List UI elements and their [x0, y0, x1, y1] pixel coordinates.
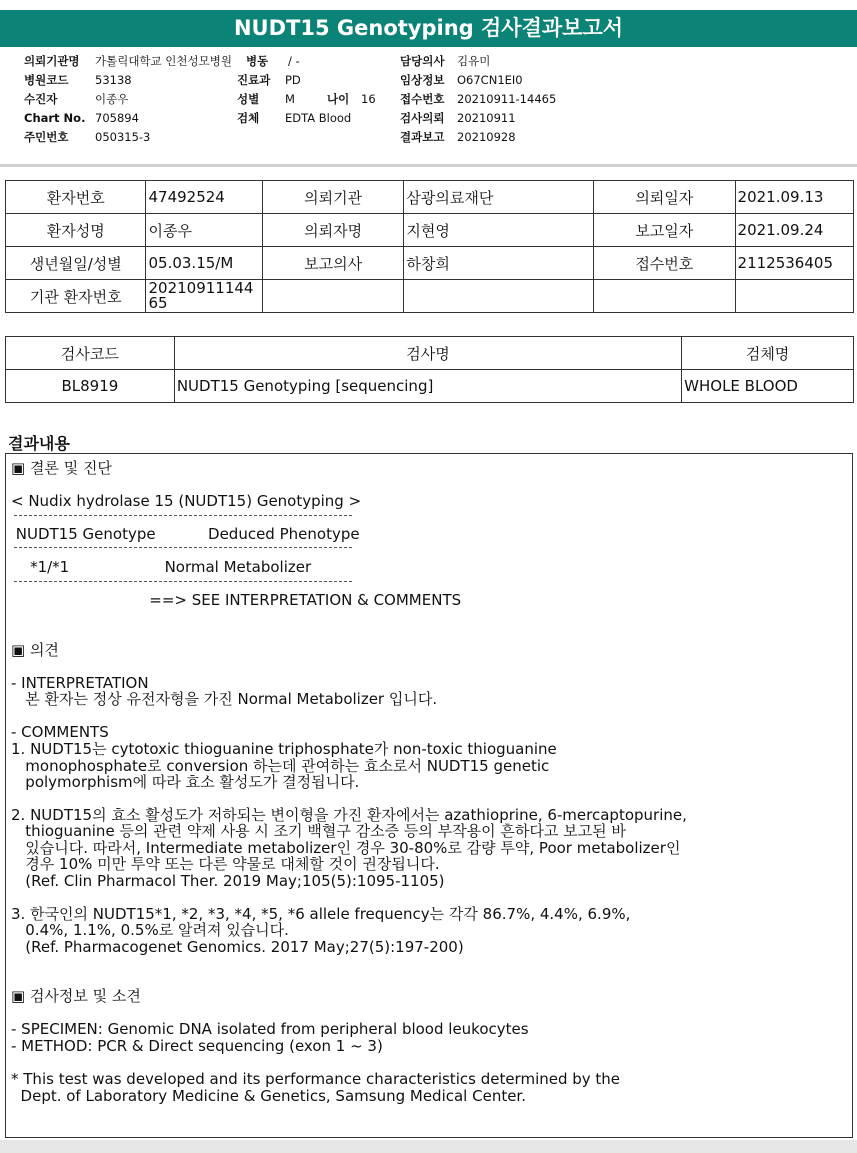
table-header-row — [6, 337, 854, 370]
table-row — [6, 247, 854, 280]
specimen-value: WHOLE BLOOD — [682, 370, 854, 403]
interpretation-label: - INTERPRETATION — [11, 674, 149, 692]
header-value: PD — [285, 73, 301, 87]
comment-3-reference: (Ref. Pharmacogenet Genomics. 2017 May;27(5):197-200) — [11, 938, 464, 956]
birthdate-sex-label: 생년월일/성별 — [6, 247, 146, 280]
header-value: 20210911-14465 — [457, 92, 557, 106]
header-value: 53138 — [95, 73, 132, 87]
disclaimer-line: * This test was developed and its performance characteristics determined by the — [11, 1070, 621, 1088]
header-value: 16 — [361, 92, 376, 106]
table-row — [6, 181, 854, 214]
report-date-label: 보고일자 — [594, 214, 736, 247]
empty-cell — [594, 280, 736, 313]
header-value: 이종우 — [95, 92, 129, 106]
divider-line — [14, 581, 352, 582]
disclaimer-line: Dept. of Laboratory Medicine & Genetics, Samsung Medical Center. — [11, 1087, 526, 1105]
header-label: 병원코드 — [24, 73, 69, 87]
comment-1-line: polymorphism에 따라 효소 활성도가 결정됩니다. — [11, 773, 360, 791]
header-label: 검사의뢰 — [400, 111, 445, 125]
bottom-strip — [0, 1140, 857, 1153]
patient-info-table — [5, 180, 854, 313]
see-interpretation: ==> SEE INTERPRETATION & COMMENTS — [11, 591, 462, 609]
divider-line — [14, 515, 352, 516]
requesting-org-value: 삼광의료재단 — [404, 181, 594, 214]
header-label: 병동 — [246, 54, 269, 68]
receipt-number-value: 2112536405 — [735, 247, 853, 280]
test-code-header: 검사코드 — [6, 337, 175, 370]
header-label: 접수번호 — [400, 92, 445, 106]
header-label: 임상정보 — [400, 73, 445, 87]
header-label: 수진자 — [24, 92, 58, 106]
comments-label: - COMMENTS — [11, 723, 109, 741]
specimen-info: - SPECIMEN: Genomic DNA isolated from peripheral blood leukocytes — [11, 1020, 529, 1038]
header-label: 나이 — [327, 92, 350, 106]
birthdate-sex-value: 05.03.15/M — [146, 247, 262, 280]
interpretation-text: 본 환자는 정상 유전자형을 가진 Normal Metabolizer 입니다. — [11, 690, 438, 708]
header-value: 가톨릭대학교 인천성모병원 — [95, 54, 232, 68]
report-header — [0, 52, 857, 165]
genotype-table-header: NUDT15 Genotype Deduced Phenotype — [11, 525, 360, 543]
divider-line — [14, 547, 352, 548]
comment-3-line: 0.4%, 1.1%, 0.5%로 알려져 있습니다. — [11, 921, 289, 939]
comment-2-line: thioguanine 등의 관련 약제 사용 시 조기 백혈구 감소증 등의 부작용이 흔하다고 보고된 바 — [11, 822, 626, 840]
specimen-header: 검체명 — [682, 337, 854, 370]
report-title: NUDT15 Genotyping 검사결과보고서 — [0, 10, 857, 47]
header-label: 담당의사 — [400, 54, 445, 68]
patient-id-value: 47492524 — [146, 181, 262, 214]
header-label: 의뢰기관명 — [24, 54, 80, 68]
header-value: 050315-3 — [95, 130, 151, 144]
comment-2-line: 있습니다. 따라서, Intermediate metabolizer인 경우 30-80%로 감량 투약, Poor metabolizer인 — [11, 839, 681, 857]
empty-cell — [735, 280, 853, 313]
patient-name-label: 환자성명 — [6, 214, 146, 247]
header-value: 705894 — [95, 111, 139, 125]
header-label: 주민번호 — [24, 130, 69, 144]
genotyping-title: < Nudix hydrolase 15 (NUDT15) Genotyping > — [11, 492, 362, 510]
requester-label: 의뢰자명 — [262, 214, 404, 247]
patient-name-value: 이종우 — [146, 214, 262, 247]
header-value: / - — [288, 54, 300, 68]
comment-2-reference: (Ref. Clin Pharmacol Ther. 2019 May;105(5):1095-1105) — [11, 872, 445, 890]
comment-2-line: 2. NUDT15의 효소 활성도가 저하되는 변이형을 가진 환자에서는 azathioprine, 6-mercaptopurine, — [11, 806, 687, 824]
results-box — [5, 453, 853, 1138]
header-label: 검체 — [237, 111, 260, 125]
report-date-value: 2021.09.24 — [735, 214, 853, 247]
conclusion-heading: ▣ 결론 및 진단 — [11, 459, 112, 477]
header-value: 20210911 — [457, 111, 516, 125]
header-value: 김유미 — [457, 54, 491, 68]
results-section-title: 결과내용 — [8, 434, 70, 453]
requester-value: 지현영 — [404, 214, 594, 247]
comment-1-line: 1. NUDT15는 cytotoxic thioguanine triphosphate가 non-toxic thioguanine — [11, 740, 557, 758]
header-value: O67CN1EI0 — [457, 73, 523, 87]
header-label: 진료과 — [237, 73, 271, 87]
comment-2-line: 경우 10% 미만 투약 또는 다른 약물로 대체할 것이 권장됩니다. — [11, 855, 440, 873]
institution-patient-id-value: 20210911144 65 — [146, 280, 262, 313]
header-label: 결과보고 — [400, 130, 445, 144]
reporting-doctor-label: 보고의사 — [262, 247, 404, 280]
test-name-value: NUDT15 Genotyping [sequencing] — [174, 370, 681, 403]
method-info: - METHOD: PCR & Direct sequencing (exon 1 ~ 3) — [11, 1037, 383, 1055]
test-name-header: 검사명 — [174, 337, 681, 370]
table-row — [6, 370, 854, 403]
requesting-org-label: 의뢰기관 — [262, 181, 404, 214]
test-info-table — [5, 336, 854, 403]
institution-patient-id-label: 기관 환자번호 — [6, 280, 146, 313]
comment-3-line: 3. 한국인의 NUDT15*1, *2, *3, *4, *5, *6 allele frequency는 각각 86.7%, 4.4%, 6.9%, — [11, 905, 631, 923]
comment-1-line: monophosphate로 conversion 하는데 관여하는 효소로서 NUDT15 genetic — [11, 757, 550, 775]
header-value: 20210928 — [457, 130, 516, 144]
test-info-heading: ▣ 검사정보 및 소견 — [11, 987, 141, 1005]
empty-cell — [404, 280, 594, 313]
table-row — [6, 280, 854, 313]
header-value: M — [285, 92, 295, 106]
header-divider — [0, 164, 857, 167]
opinion-heading: ▣ 의견 — [11, 641, 59, 659]
header-label: Chart No. — [24, 111, 86, 125]
request-date-value: 2021.09.13 — [735, 181, 853, 214]
test-code-value: BL8919 — [6, 370, 175, 403]
header-label: 성별 — [237, 92, 260, 106]
table-row — [6, 214, 854, 247]
empty-cell — [262, 280, 404, 313]
receipt-number-label: 접수번호 — [594, 247, 736, 280]
reporting-doctor-value: 하창희 — [404, 247, 594, 280]
header-value: EDTA Blood — [285, 111, 352, 125]
genotype-result: *1/*1 Normal Metabolizer — [11, 558, 312, 576]
request-date-label: 의뢰일자 — [594, 181, 736, 214]
patient-id-label: 환자번호 — [6, 181, 146, 214]
